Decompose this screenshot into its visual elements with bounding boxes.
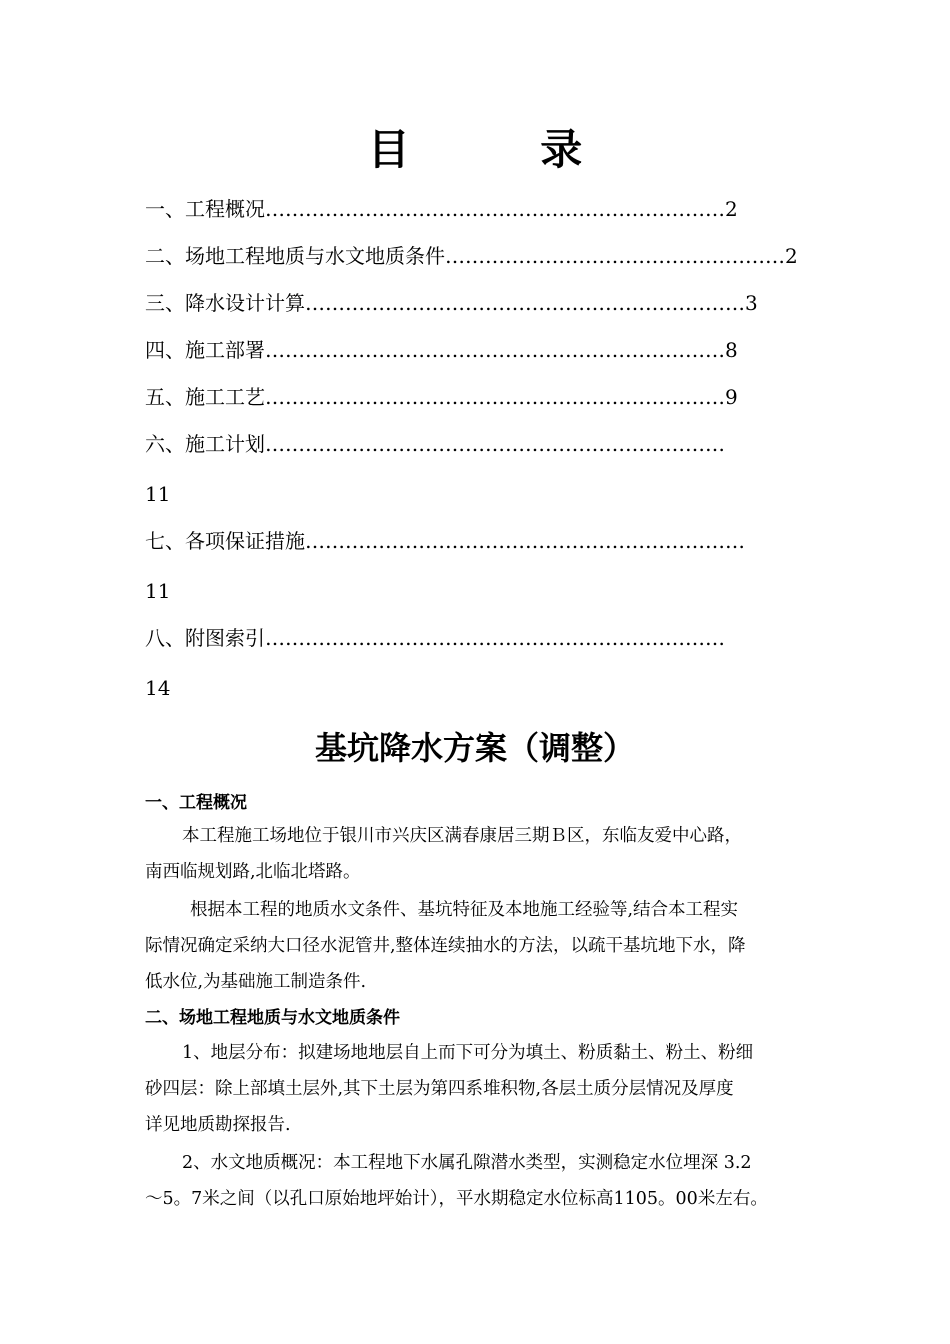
section-heading: 一、工程概况	[145, 793, 247, 813]
paragraph-line: 本工程施工场地位于银川市兴庆区满春康居三期Ｂ区，东临友爱中心路，	[182, 826, 742, 846]
toc-page: 14	[145, 676, 171, 700]
paragraph-line: ～5。7米之间（以孔口原始地坪始计），平水期稳定水位标高1105。00米左右。	[145, 1189, 768, 1209]
toc-label: 四、施工部署	[145, 338, 265, 362]
toc-label: 五、施工工艺	[145, 385, 265, 409]
toc-entry[interactable]	[145, 242, 798, 270]
toc-label: 七、各项保证措施	[145, 529, 305, 553]
toc-page: 11	[145, 482, 171, 506]
toc-label: 三、降水设计计算	[145, 291, 305, 315]
toc-page: 2	[785, 244, 798, 268]
paragraph-line: 南西临规划路,北临北塔路。	[145, 862, 361, 882]
toc-label: 二、场地工程地质与水文地质条件	[145, 244, 445, 268]
toc-page: 11	[145, 579, 171, 603]
paragraph-line: 详见地质勘探报告.	[145, 1115, 291, 1135]
paragraph-line: 砂四层：除上部填土层外,其下土层为第四系堆积物,各层土质分层情况及厚度	[145, 1079, 734, 1099]
toc-label: 六、施工计划	[145, 432, 265, 456]
toc-dots: ……………………………………………………………	[265, 197, 725, 221]
toc-entry[interactable]	[145, 195, 738, 223]
toc-dots: ……………………………………………………………	[265, 626, 725, 650]
toc-entry[interactable]	[145, 527, 745, 555]
document-title: 基坑降水方案（调整）	[314, 729, 635, 767]
toc-entry[interactable]	[145, 430, 725, 458]
paragraph-line: 低水位,为基础施工制造条件.	[145, 972, 367, 992]
toc-dots: ……………………………………………………………	[265, 338, 725, 362]
toc-dots: …………………………………………………………	[305, 529, 745, 553]
paragraph-line: 根据本工程的地质水文条件、基坑特征及本地施工经验等,结合本工程实	[190, 900, 739, 920]
toc-entry[interactable]	[145, 336, 738, 364]
toc-label: 一、工程概况	[145, 197, 265, 221]
paragraph-line: 2、水文地质概况：本工程地下水属孔隙潜水类型，实测稳定水位埋深 3.2	[182, 1153, 752, 1173]
toc-page: 2	[725, 197, 738, 221]
toc-page: 3	[745, 291, 758, 315]
toc-dots: ……………………………………………………………	[265, 385, 725, 409]
toc-label: 八、附图索引	[145, 626, 265, 650]
toc-dots: ……………………………………………………………	[265, 432, 725, 456]
section-heading: 二、场地工程地质与水文地质条件	[145, 1008, 400, 1028]
toc-page: 9	[725, 385, 738, 409]
toc-entry[interactable]	[145, 289, 758, 317]
toc-dots: …………………………………………………………	[305, 291, 745, 315]
toc-entry[interactable]	[145, 383, 738, 411]
paragraph-line: 际情况确定采纳大口径水泥管井,整体连续抽水的方法，以疏干基坑地下水，降	[145, 936, 746, 956]
toc-entry[interactable]	[145, 624, 725, 652]
paragraph-line: 1、地层分布：拟建场地地层自上而下可分为填土、粉质黏土、粉土、粉细	[182, 1043, 754, 1063]
toc-dots: ……………………………………………	[445, 244, 785, 268]
toc-page: 8	[725, 338, 738, 362]
toc-title: 目 录	[367, 125, 641, 174]
